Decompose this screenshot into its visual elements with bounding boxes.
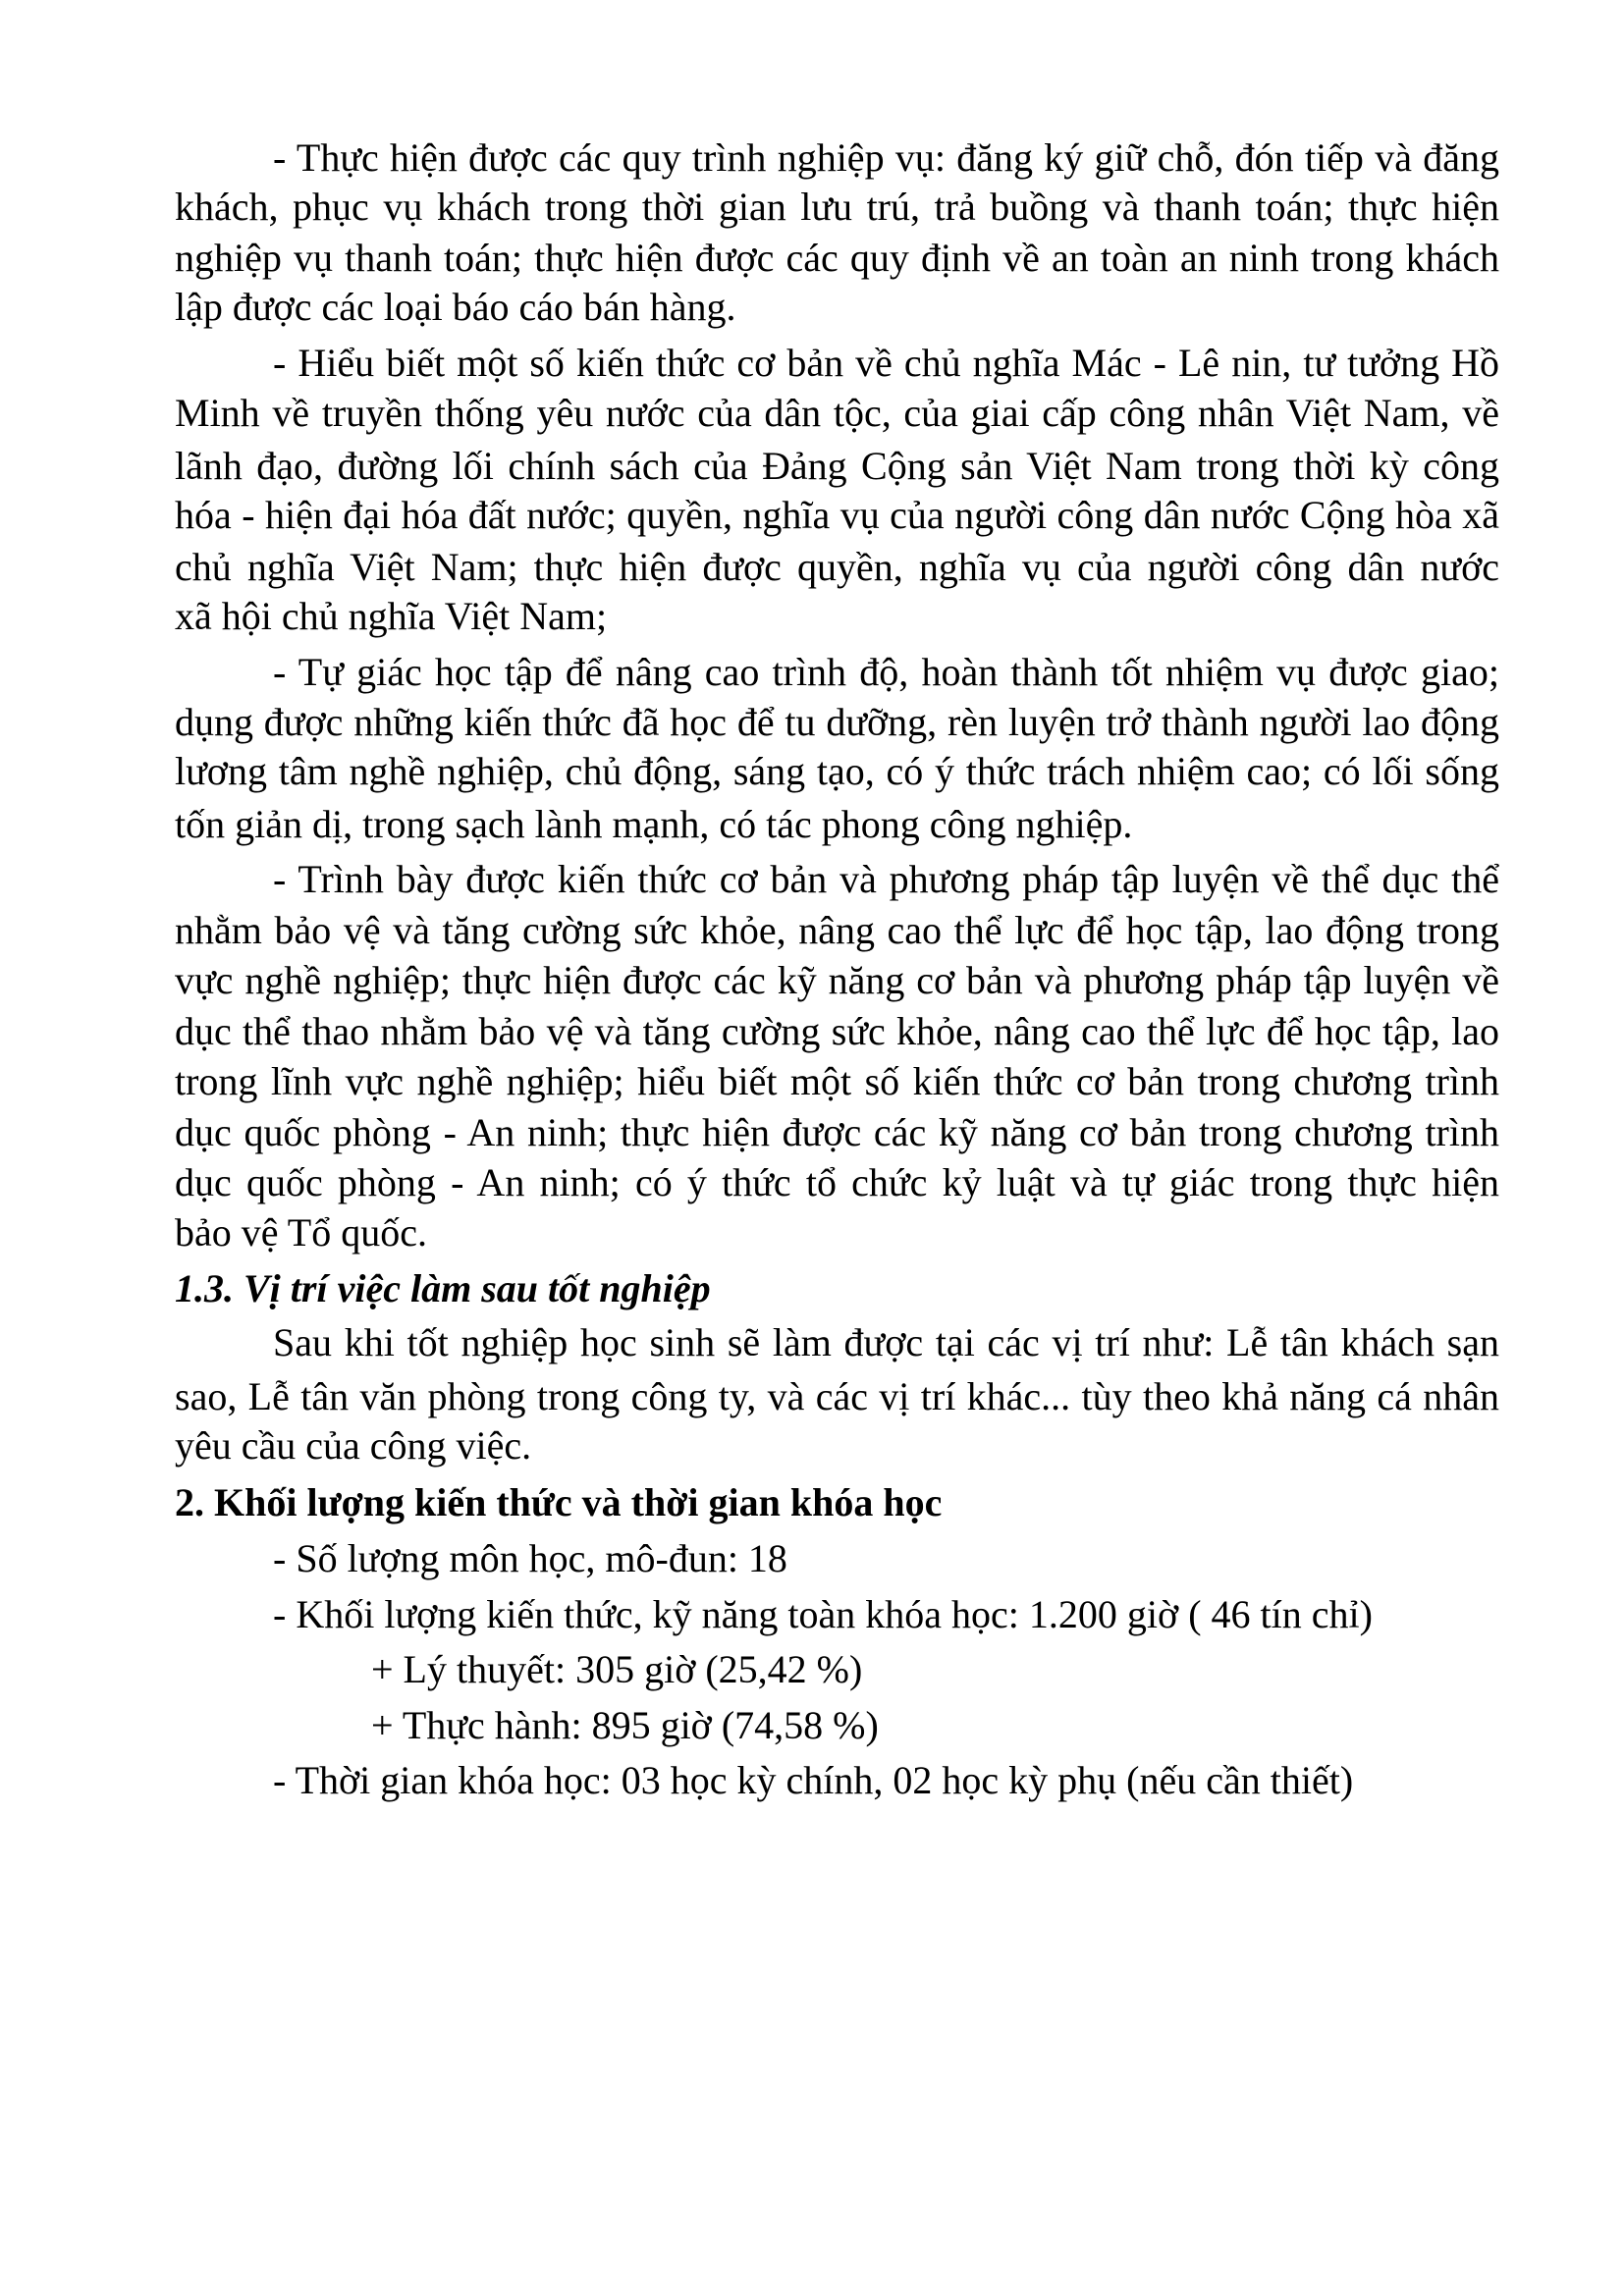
paragraph-4-line-8: bảo vệ Tổ quốc. bbox=[175, 1210, 427, 1255]
list-item-course-duration: - Thời gian khóa học: 03 học kỳ chính, 02 học kỳ phụ (nếu cần thiết) bbox=[273, 1758, 1354, 1802]
paragraph-1-line-1: - Thực hiện được các quy trình nghiệp vụ: đăng ký giữ chỗ, đón tiếp và đăng bbox=[273, 135, 1499, 180]
paragraph-4-line-4: dục thể thao nhằm bảo vệ và tăng cường sức khỏe, nâng cao thể lực để học tập, lao bbox=[175, 1009, 1499, 1053]
paragraph-2-line-5: chủ nghĩa Việt Nam; thực hiện được quyền, nghĩa vụ của người công dân nước bbox=[175, 545, 1499, 589]
paragraph-4-line-6: dục quốc phòng - An ninh; thực hiện được các kỹ năng cơ bản trong chương trình bbox=[175, 1110, 1499, 1154]
list-subitem-practice-hours: + Thực hành: 895 giờ (74,58 %) bbox=[371, 1703, 879, 1747]
paragraph-3-line-3: lương tâm nghề nghiệp, chủ động, sáng tạo, có ý thức trách nhiệm cao; có lối sống bbox=[175, 749, 1499, 793]
paragraph-4-line-1: - Trình bày được kiến thức cơ bản và phương pháp tập luyện về thể dục thể bbox=[273, 857, 1499, 901]
list-item-subject-count: - Số lượng môn học, mô-đun: 18 bbox=[273, 1536, 787, 1580]
paragraph-4-line-2: nhằm bảo vệ và tăng cường sức khỏe, nâng cao thể lực để học tập, lao động trong bbox=[175, 908, 1499, 952]
paragraph-2-line-4: hóa - hiện đại hóa đất nước; quyền, nghĩa vụ của người công dân nước Cộng hòa xã bbox=[175, 493, 1499, 537]
list-subitem-theory-hours: + Lý thuyết: 305 giờ (25,42 %) bbox=[371, 1647, 863, 1691]
paragraph-2-line-1: - Hiểu biết một số kiến thức cơ bản về chủ nghĩa Mác - Lê nin, tư tưởng Hồ bbox=[273, 341, 1499, 385]
section-heading-1-3: 1.3. Vị trí việc làm sau tốt nghiệp bbox=[175, 1266, 711, 1310]
paragraph-3-line-1: - Tự giác học tập để nâng cao trình độ, hoàn thành tốt nhiệm vụ được giao; bbox=[273, 650, 1499, 694]
paragraph-2-line-3: lãnh đạo, đường lối chính sách của Đảng Cộng sản Việt Nam trong thời kỳ công bbox=[175, 444, 1499, 488]
paragraph-1-line-4: lập được các loại báo cáo bán hàng. bbox=[175, 285, 736, 329]
paragraph-4-line-7: dục quốc phòng - An ninh; có ý thức tổ chức kỷ luật và tự giác trong thực hiện bbox=[175, 1160, 1499, 1204]
paragraph-4-line-5: trong lĩnh vực nghề nghiệp; hiểu biết một số kiến thức cơ bản trong chương trình bbox=[175, 1059, 1499, 1103]
paragraph-2-line-6: xã hội chủ nghĩa Việt Nam; bbox=[175, 594, 608, 638]
paragraph-1-line-3: nghiệp vụ thanh toán; thực hiện được các quy định về an toàn an ninh trong khách bbox=[175, 236, 1499, 280]
section-1-3-line-1: Sau khi tốt nghiệp học sinh sẽ làm được tại các vị trí như: Lễ tân khách sạn bbox=[273, 1320, 1499, 1364]
paragraph-3-line-4: tốn giản dị, trong sạch lành mạnh, có tác phong công nghiệp. bbox=[175, 802, 1133, 846]
section-heading-2: 2. Khối lượng kiến thức và thời gian khóa học bbox=[175, 1480, 943, 1524]
paragraph-3-line-2: dụng được những kiến thức đã học để tu dưỡng, rèn luyện trở thành người lao động bbox=[175, 700, 1499, 744]
paragraph-4-line-3: vực nghề nghiệp; thực hiện được các kỹ năng cơ bản và phương pháp tập luyện về bbox=[175, 958, 1499, 1002]
section-1-3-line-2: sao, Lễ tân văn phòng trong công ty, và các vị trí khác... tùy theo khả năng cá nhân bbox=[175, 1374, 1499, 1418]
section-1-3-line-3: yêu cầu của công việc. bbox=[175, 1423, 532, 1468]
list-item-total-hours: - Khối lượng kiến thức, kỹ năng toàn khóa học: 1.200 giờ ( 46 tín chỉ) bbox=[273, 1592, 1373, 1636]
paragraph-1-line-2: khách, phục vụ khách trong thời gian lưu trú, trả buồng và thanh toán; thực hiện bbox=[175, 185, 1499, 229]
paragraph-2-line-2: Minh về truyền thống yêu nước của dân tộc, của giai cấp công nhân Việt Nam, về bbox=[175, 391, 1499, 435]
